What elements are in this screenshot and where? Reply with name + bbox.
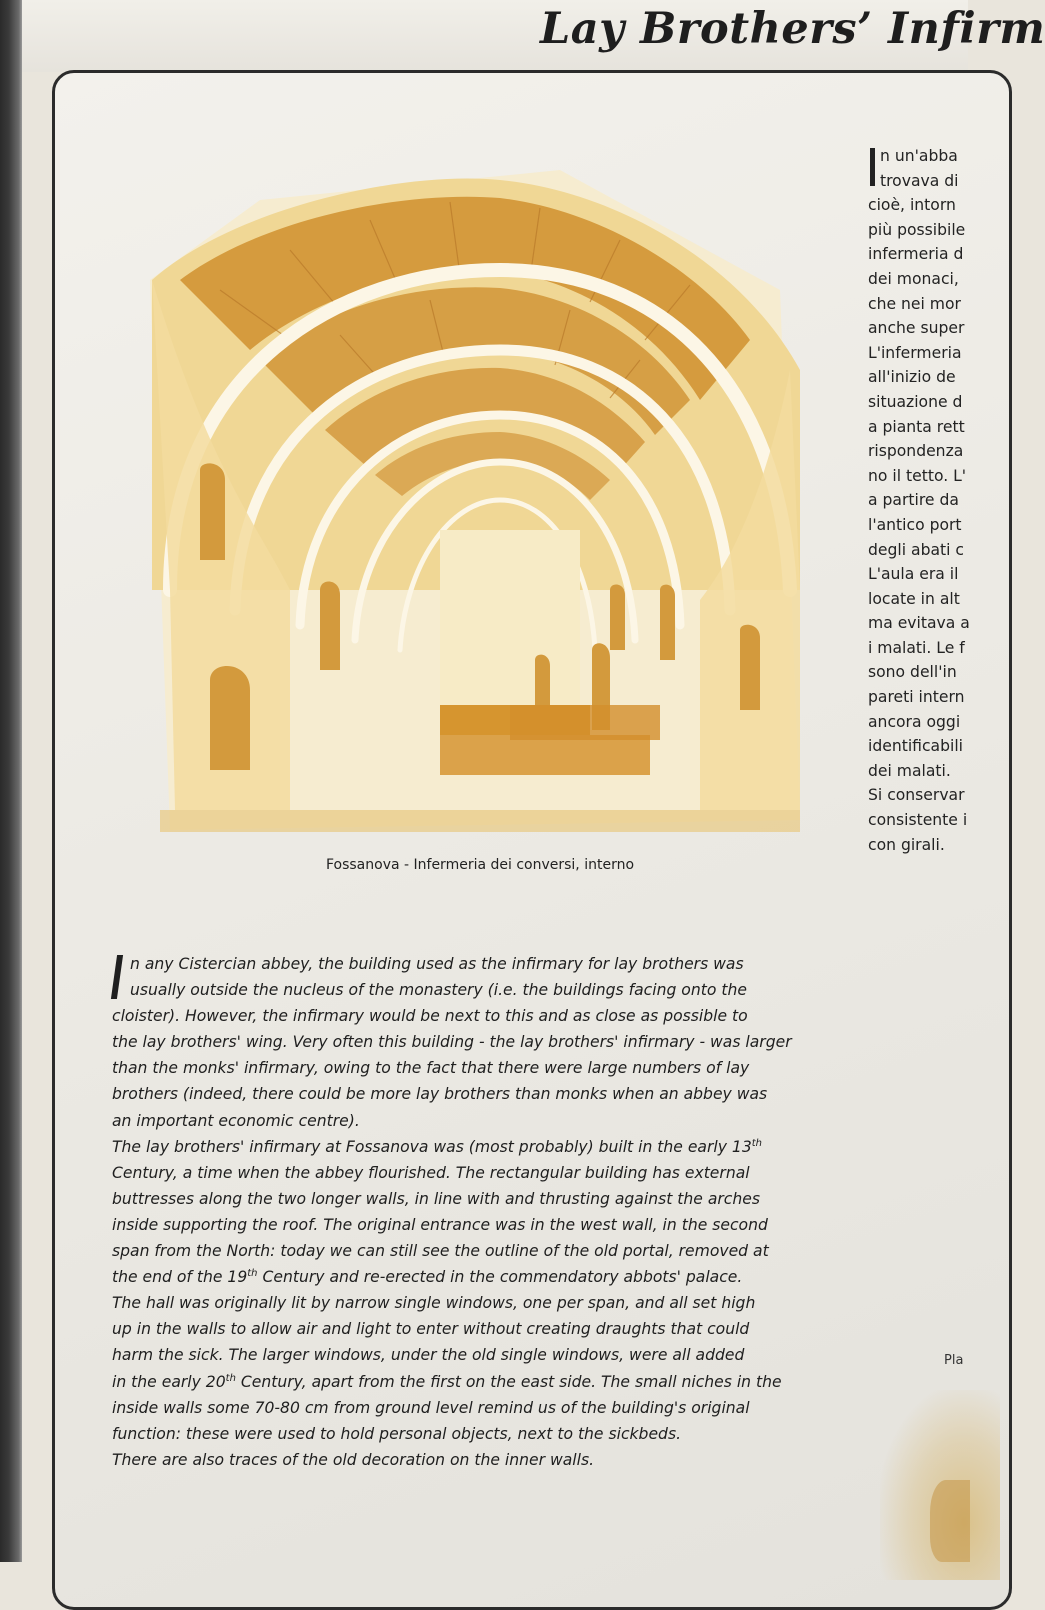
italian-line: a partire da [868, 491, 959, 510]
english-line [112, 1134, 812, 1160]
floor [160, 810, 800, 832]
english-line-text: Century, apart from the first on the east side. The small niches in the [235, 1372, 782, 1391]
italian-line: dei malati. [868, 761, 951, 780]
back-wall [440, 530, 580, 720]
italian-line: L'aula era il [868, 565, 959, 584]
italian-line: ma evitava a [868, 614, 970, 633]
italian-line: pareti intern [868, 688, 965, 707]
italian-line: cioè, intorn [868, 196, 956, 215]
italian-line: identificabili [868, 737, 964, 756]
superscript: th [247, 1267, 258, 1279]
italian-line: no il tetto. L' [868, 466, 967, 485]
superscript: th [225, 1372, 236, 1384]
italian-line: consistente i [868, 811, 968, 830]
english-line-text: the end of the 19 [112, 1268, 248, 1287]
italian-line: situazione d [868, 392, 963, 411]
english-line: There are also traces of the old decoration on the inner walls. [112, 1450, 595, 1469]
english-line: than the monks' infirmary, owing to the fact that there were large numbers of lay [112, 1059, 750, 1078]
english-line: function: these were used to hold personal objects, next to the sickbeds. [112, 1424, 682, 1443]
italian-line: sono dell'in [868, 663, 957, 682]
italian-line: a pianta rett [868, 417, 965, 436]
english-line: inside walls some 70-80 cm from ground level remind us of the building's original [112, 1398, 750, 1417]
english-line: usually outside the nucleus of the monastery (i.e. the buildings facing onto the [130, 981, 747, 1000]
english-line: n any Cistercian abbey, the building used as the infirmary for lay brothers was [130, 955, 744, 973]
english-line: The hall was originally lit by narrow single windows, one per span, and all set high [112, 1294, 756, 1313]
english-line: up in the walls to allow air and light to enter without creating draughts that could [112, 1320, 750, 1339]
altar-step [440, 735, 650, 775]
english-line: an important economic centre). [112, 1111, 360, 1130]
english-line-text: in the early 20 [112, 1372, 226, 1391]
italian-text-column [868, 144, 968, 857]
italian-line: ancora oggi [868, 712, 961, 731]
italian-line: n un'abba [880, 147, 958, 165]
english-line [112, 1369, 812, 1395]
english-line: buttresses along the two longer walls, in line with and thrusting against the arches [112, 1189, 760, 1208]
page-title: Lay Brothers’ Infirm [540, 4, 1045, 54]
infirmary-interior-painting [140, 170, 820, 840]
english-line: brothers (indeed, there could be more lay brothers than monks when an abbey was [112, 1085, 768, 1104]
english-line: harm the sick. The larger windows, under the old single windows, were all added [112, 1346, 745, 1365]
italian-line: i malati. Le f [868, 638, 965, 657]
figure-caption: Fossanova - Infermeria dei conversi, interno [325, 857, 635, 873]
english-line: span from the North: today we can still see the outline of the old portal, removed at [112, 1242, 769, 1261]
altar-side [510, 705, 660, 740]
board-left-edge [0, 0, 22, 1562]
english-line [112, 1264, 812, 1290]
water-stain-dark [930, 1480, 970, 1562]
italian-line: anche super [868, 319, 965, 338]
italian-line: dei monaci, [868, 269, 959, 288]
italian-line: trovava di [880, 171, 959, 190]
english-line: Century, a time when the abbey flourished. The rectangular building has external [112, 1163, 750, 1182]
superscript: th [751, 1137, 763, 1149]
italian-line: locate in alt [868, 589, 960, 608]
italian-line: infermeria d [868, 245, 964, 264]
italian-line: più possibile [868, 220, 966, 239]
italian-line: L'infermeria [868, 343, 962, 362]
english-text [112, 951, 812, 1473]
italian-line: l'antico port [868, 515, 962, 534]
side-label: Pla [944, 1353, 964, 1368]
english-line-text: The lay brothers' infirmary at Fossanova was (most probably) built in the early 13 [112, 1137, 752, 1156]
english-line: the lay brothers' wing. Very often this building - the lay brothers' infirmary - was larger [112, 1033, 792, 1052]
italian-line: con girali. [868, 835, 945, 854]
italian-line: Si conservar [868, 786, 965, 805]
english-line: cloister). However, the infirmary would be next to this and as close as possible to [112, 1007, 748, 1026]
italian-line: degli abati c [868, 540, 964, 559]
italian-line: che nei mor [868, 294, 961, 313]
italian-line: all'inizio de [868, 368, 956, 387]
italian-line: rispondenza [868, 442, 964, 461]
english-line-text: Century and re-erected in the commendatory abbots' palace. [257, 1268, 743, 1287]
english-line: inside supporting the roof. The original entrance was in the west wall, in the second [112, 1215, 768, 1234]
